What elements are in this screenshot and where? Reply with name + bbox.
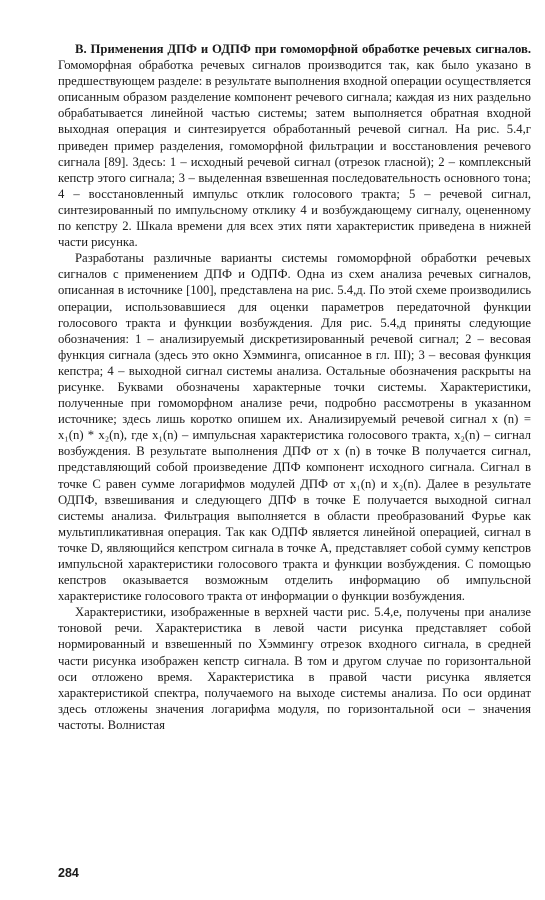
paragraph-2: Разработаны различные варианты системы гомоморфной обработки речевых сигналов с применением ДПФ и ОДПФ. Одна из схем анализа речевых сигналов, описанная в источнике [100], представлена на рис. 5.4,д. По этой схеме производились операции, использовавшиеся для оценки параметров передаточной функции голосового тракта и функции возбуждения. Для рис. 5.4,д приняты следующие обозначения: 1 – анализируемый дискретизированный речевой сигнал; 2 – весовая функция сигнала (здесь это окно Хэмминга, описанное в гл. III); 3 – весовая функция кепстра; 4 – выходной сигнал системы анализа. Остальные обозначения раскрыты на рисунке. Буквами обозначены характерные точки системы. Характеристики, полученные при гомоморфном анализе речи, подробно рассмотрены в указанном источнике; здесь лишь коротко опишем их. Анализируемый речевой сигнал x (n) = x₁(n) * x₂(n), где x₁(n) – импульсная характеристика голосового тракта, x₂(n) – сигнал возбуждения. В результате выполнения ДПФ от x (n) в точке B получается сигнал, представляющий собой произведение ДПФ компонент исходного сигнала. Сигнал в точке C равен сумме логарифмов модулей ДПФ от x₁(n) и x₂(n). Далее в результате ОДПФ, взвешивания и следующего ДПФ в точке E получается выходной сигнал системы анализа. Фильтрация выполняется в области преобразований Фурье как мультипликативная операция. Так как ОДПФ является линейной операцией, сигнал в точке D, являющийся кепстром сигнала в точке A, представляет собой сумму кепстров импульсной характеристики голосового тракта и функции возбуждения. С помощью кепстров оказывается возможным отделить информацию об импульсной характеристике голосового тракта от информации о функции возбуждения. (58, 251, 531, 604)
section-heading: В. Применения ДПФ и ОДПФ при гомоморфной обработке речевых сигналов. (75, 42, 531, 56)
paragraph-1 (58, 41, 531, 250)
paragraph-3: Характеристики, изображенные в верхней части рис. 5.4,е, получены при анализе тоновой речи. Характеристика в левой части рисунка представляет собой нормированный и взвешенный по Хэммингу отрезок входного сигнала, в средней части рисунка изображен кепстр сигнала. В том и другом случае по горизонтальной оси отложено время. Характеристика в правой части рисунка является характеристикой спектра, получаемого на выходе системы анализа. По оси ординат здесь отложены значения логарифма модуля, по горизонтальной оси – значения частоты. Волнистая (58, 605, 531, 732)
paragraph-1-text: Гомоморфная обработка речевых сигналов производится так, как было указано в предшествующем разделе: в результате выполнения входной операции осуществляется описанным образом разделение компонент речевого сигнала; каждая из них раздельно обрабатывается линейной частью системы; затем выполняется обратная входной выходная операция и синтезируется обработанный речевой сигнал. На рис. 5.4,г приведен пример разделения, гомоморфной фильтрации и восстановления речевого сигнала [89]. Здесь: 1 – исходный речевой сигнал (отрезок гласной); 2 – комплексный кепстр этого сигнала; 3 – выделенная взвешенная последовательность основного тона; 4 – восстановленный импульс отклик голосового тракта; 5 – речевой сигнал, синтезированный по импульсному отклику 4 и возбуждающему сигналу, оцененному по кепстру 2. Шкала времени для всех этих пяти характеристик приведена в нижней части рисунка. (58, 58, 531, 250)
page-number: 284 (58, 866, 79, 880)
